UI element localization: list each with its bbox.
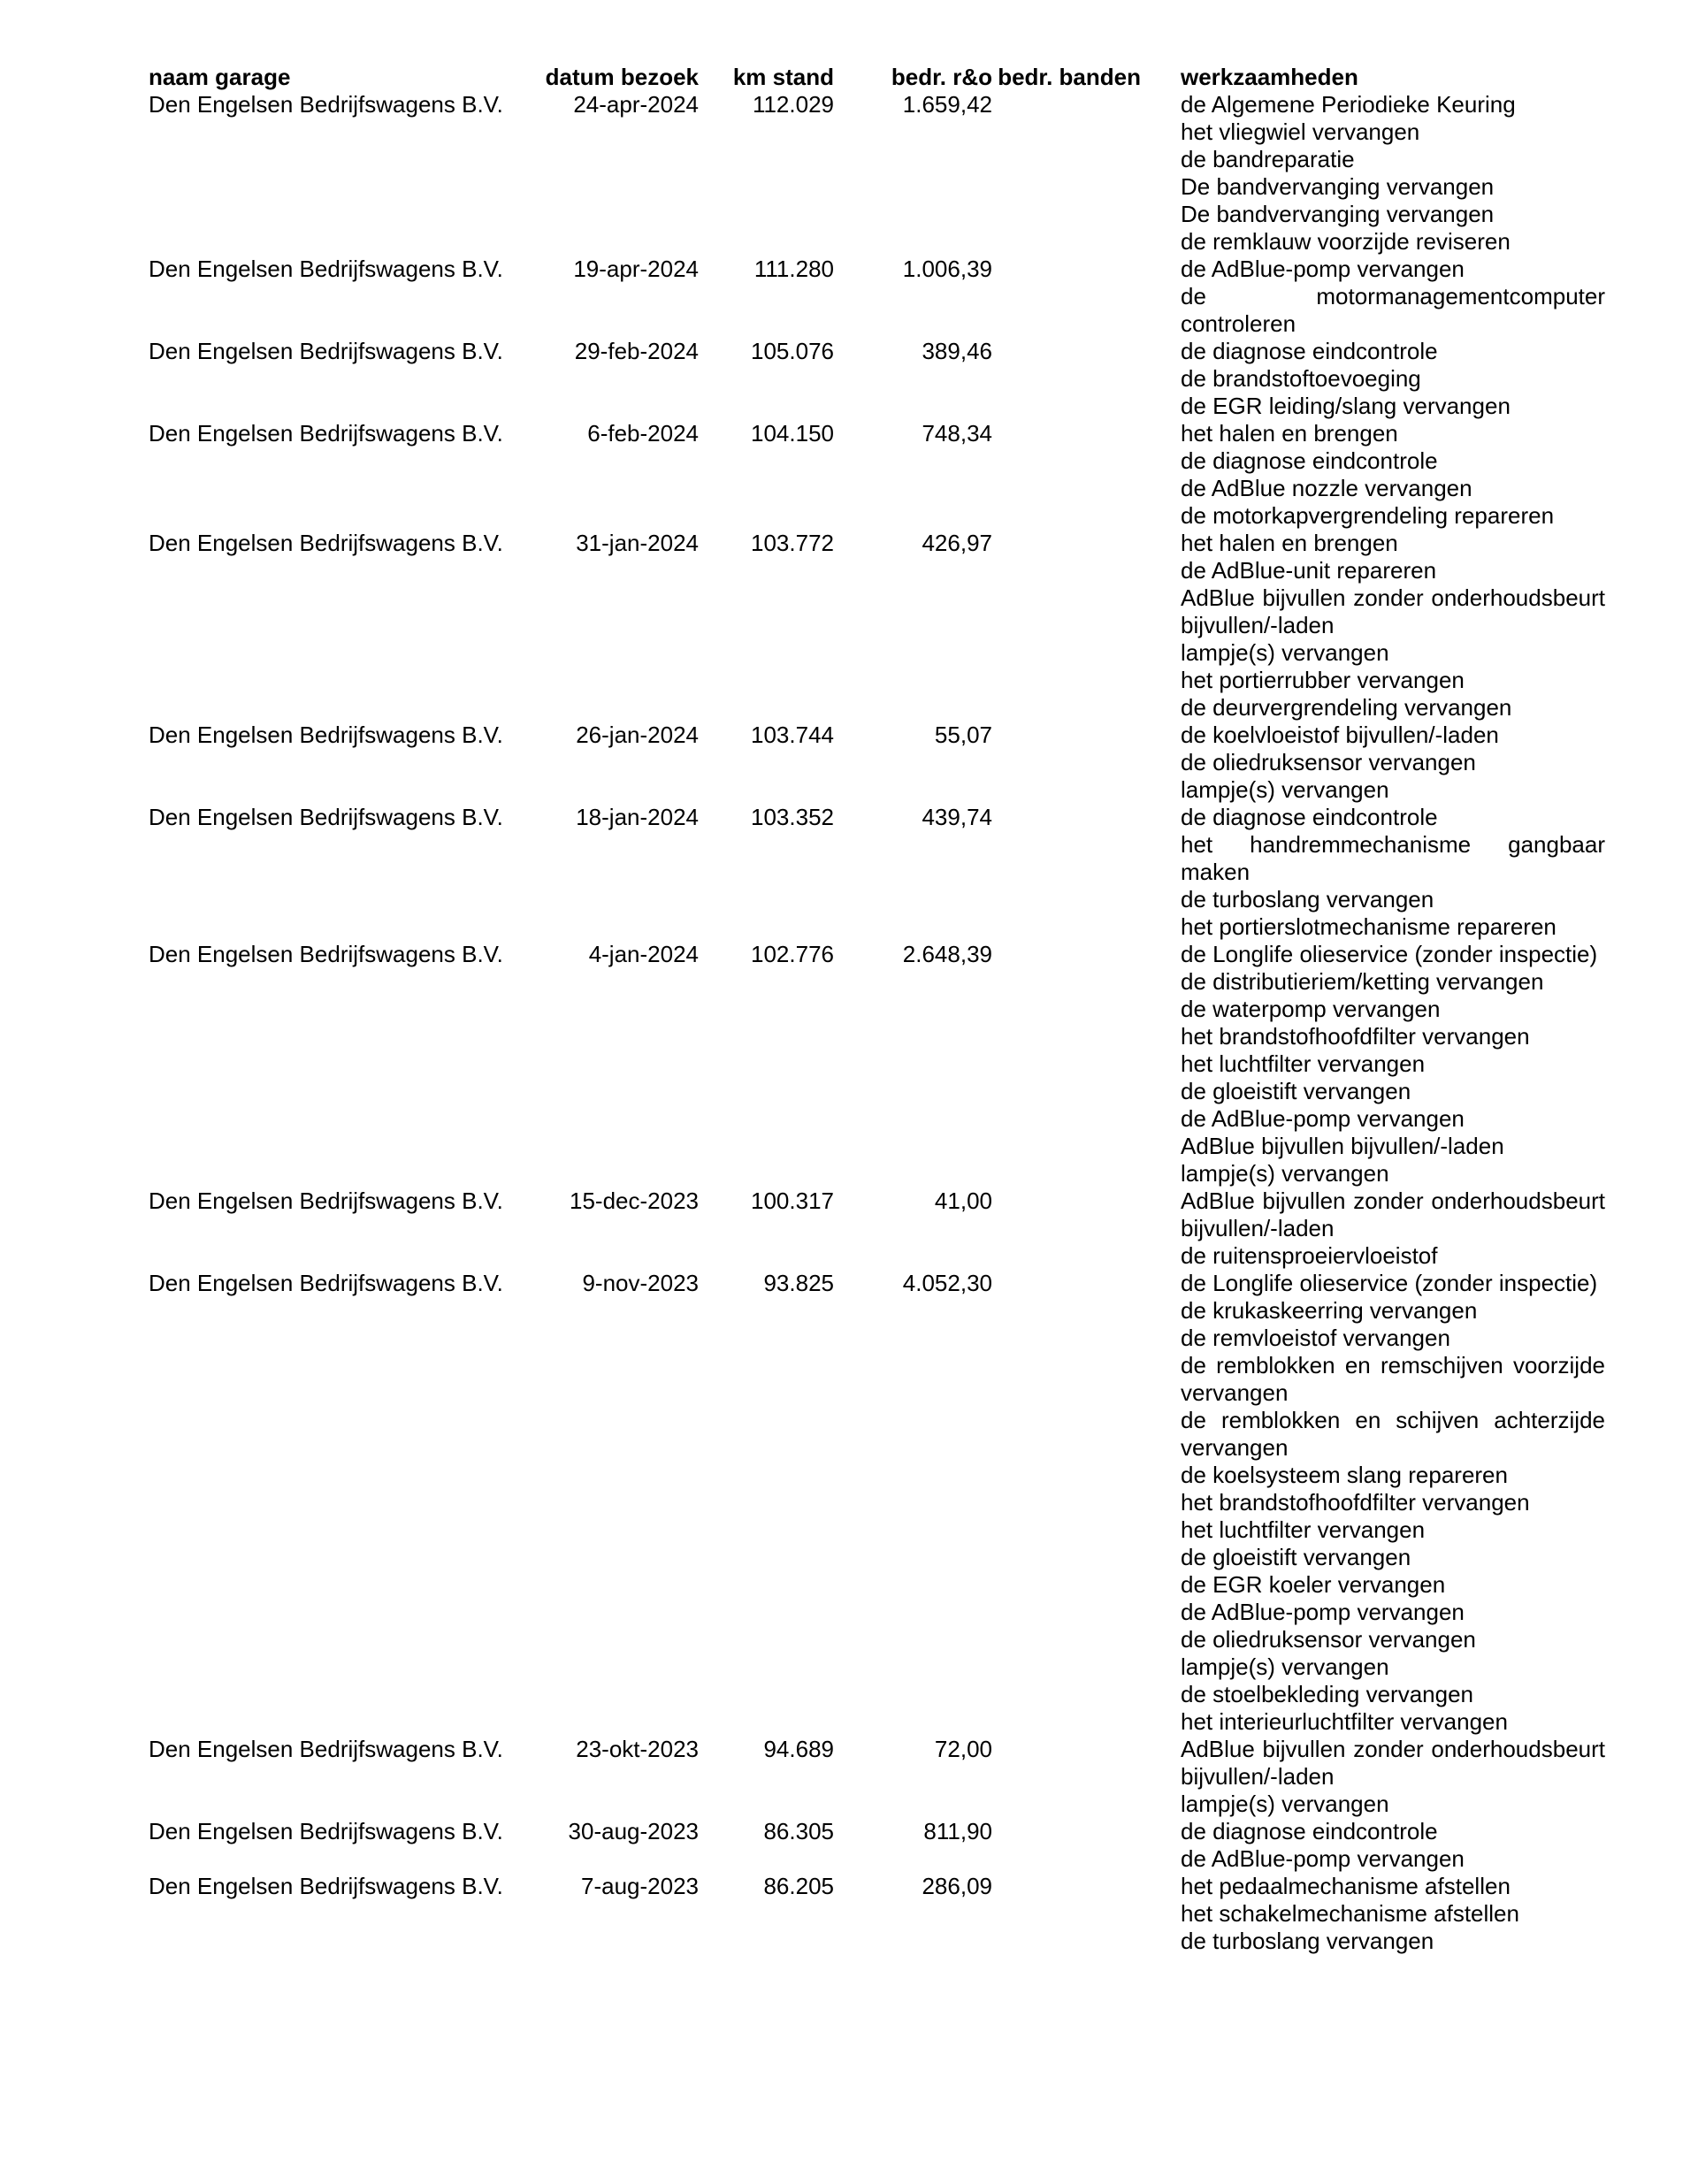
werkzaamheden-list	[1141, 256, 1605, 338]
cell-bedr-ro: 389,46	[922, 338, 992, 364]
werkzaamheden-list	[1141, 1873, 1605, 1955]
werkzaamheid-item: de AdBlue nozzle vervangen	[1181, 475, 1472, 501]
cell-km-stand: 103.744	[751, 722, 834, 748]
werkzaamheid-item: de turboslang vervangen	[1181, 886, 1434, 913]
header-km-stand: km stand	[732, 64, 834, 90]
cell-km-stand: 104.150	[751, 420, 834, 447]
header-werkzaamheden: werkzaamheden	[1181, 64, 1358, 90]
werkzaamheid-item: de AdBlue-pomp vervangen	[1181, 1845, 1465, 1872]
werkzaamheid-item: de koelsysteem slang repareren	[1181, 1462, 1508, 1488]
werkzaamheid-item: de motormanagementcomputer controleren	[1181, 283, 1605, 337]
cell-km-stand: 103.352	[751, 804, 834, 830]
werkzaamheid-item: de diagnose eindcontrole	[1181, 338, 1438, 364]
werkzaamheid-item: lampje(s) vervangen	[1181, 1791, 1389, 1817]
werkzaamheid-item: de oliedruksensor vervangen	[1181, 749, 1476, 775]
werkzaamheid-item: het vliegwiel vervangen	[1181, 118, 1420, 145]
werkzaamheid-item: het portierrubber vervangen	[1181, 667, 1465, 693]
cell-datum-bezoek: 23-okt-2023	[576, 1736, 699, 1762]
cell-bedr-ro: 748,34	[922, 420, 992, 447]
cell-datum-bezoek: 24-apr-2024	[573, 91, 699, 118]
werkzaamheid-item: de distributieriem/ketting vervangen	[1181, 968, 1544, 995]
table-row	[149, 1873, 1627, 1955]
cell-naam-garage: Den Engelsen Bedrijfswagens B.V.	[149, 941, 503, 967]
werkzaamheid-item: het brandstofhoofdfilter vervangen	[1181, 1489, 1530, 1516]
cell-naam-garage: Den Engelsen Bedrijfswagens B.V.	[149, 1187, 503, 1214]
cell-bedr-ro: 4.052,30	[902, 1270, 992, 1296]
werkzaamheid-item: de gloeistift vervangen	[1181, 1078, 1411, 1104]
werkzaamheden-list	[1141, 338, 1605, 420]
table-row	[149, 1270, 1627, 1736]
cell-naam-garage: Den Engelsen Bedrijfswagens B.V.	[149, 1873, 503, 1899]
werkzaamheid-item: lampje(s) vervangen	[1181, 1653, 1389, 1680]
cell-bedr-ro: 286,09	[922, 1873, 992, 1899]
werkzaamheid-item: de AdBlue-pomp vervangen	[1181, 1599, 1465, 1625]
header-datum-bezoek: datum bezoek	[545, 64, 699, 90]
cell-bedr-ro: 41,00	[934, 1187, 992, 1214]
cell-datum-bezoek: 4-jan-2024	[588, 941, 699, 967]
werkzaamheid-item: de stoelbekleding vervangen	[1181, 1681, 1474, 1707]
table-row	[149, 804, 1627, 941]
cell-bedr-ro: 426,97	[922, 530, 992, 556]
werkzaamheid-item: de remklauw voorzijde reviseren	[1181, 228, 1511, 255]
cell-km-stand: 93.825	[763, 1270, 834, 1296]
cell-km-stand: 112.029	[752, 91, 834, 118]
werkzaamheid-item: het handremmechanisme gangbaar maken	[1181, 831, 1605, 885]
cell-bedr-ro: 1.659,42	[902, 91, 992, 118]
werkzaamheden-list	[1141, 722, 1605, 804]
werkzaamheid-item: het portierslotmechanisme repareren	[1181, 913, 1556, 940]
werkzaamheid-item: de krukaskeerring vervangen	[1181, 1297, 1478, 1324]
table-row	[149, 530, 1627, 722]
cell-naam-garage: Den Engelsen Bedrijfswagens B.V.	[149, 530, 503, 556]
werkzaamheid-item: De bandvervanging vervangen	[1181, 201, 1495, 227]
cell-bedr-ro: 72,00	[934, 1736, 992, 1762]
werkzaamheid-item: het interieurluchtfilter vervangen	[1181, 1708, 1508, 1735]
werkzaamheid-item: de AdBlue-pomp vervangen	[1181, 1105, 1465, 1132]
table-row	[149, 256, 1627, 338]
werkzaamheid-item: de koelvloeistof bijvullen/-laden	[1181, 722, 1499, 748]
werkzaamheid-item: lampje(s) vervangen	[1181, 776, 1389, 803]
cell-naam-garage: Den Engelsen Bedrijfswagens B.V.	[149, 722, 503, 748]
werkzaamheden-list	[1141, 804, 1605, 941]
werkzaamheden-list	[1141, 1736, 1605, 1818]
werkzaamheden-list	[1141, 91, 1605, 256]
cell-datum-bezoek: 30-aug-2023	[568, 1818, 699, 1844]
table-row	[149, 338, 1627, 420]
werkzaamheid-item: de remblokken en schijven achterzijde vervangen	[1181, 1407, 1605, 1461]
werkzaamheden-list	[1141, 941, 1605, 1187]
werkzaamheid-item: AdBlue bijvullen bijvullen/-laden	[1181, 1133, 1504, 1159]
werkzaamheid-item: de diagnose eindcontrole	[1181, 804, 1438, 830]
cell-datum-bezoek: 26-jan-2024	[576, 722, 699, 748]
table-row	[149, 420, 1627, 530]
werkzaamheid-item: de motorkapvergrendeling repareren	[1181, 502, 1555, 529]
cell-naam-garage: Den Engelsen Bedrijfswagens B.V.	[149, 1270, 503, 1296]
header-bedr-ro: bedr. r&o	[891, 64, 992, 90]
table-header-row	[149, 64, 1627, 91]
cell-datum-bezoek: 7-aug-2023	[581, 1873, 699, 1899]
werkzaamheid-item: AdBlue bijvullen zonder onderhoudsbeurt bijvullen/-laden	[1181, 1187, 1605, 1241]
cell-naam-garage: Den Engelsen Bedrijfswagens B.V.	[149, 420, 503, 447]
header-naam-garage: naam garage	[149, 64, 291, 90]
werkzaamheid-item: de gloeistift vervangen	[1181, 1544, 1411, 1570]
werkzaamheid-item: de Algemene Periodieke Keuring	[1181, 91, 1516, 118]
werkzaamheden-list	[1141, 420, 1605, 530]
table-row	[149, 1187, 1627, 1270]
werkzaamheden-list	[1141, 1187, 1605, 1270]
werkzaamheid-item: de brandstoftoevoeging	[1181, 365, 1421, 392]
cell-km-stand: 102.776	[751, 941, 834, 967]
werkzaamheid-item: de EGR leiding/slang vervangen	[1181, 393, 1511, 419]
cell-datum-bezoek: 29-feb-2024	[574, 338, 699, 364]
cell-datum-bezoek: 15-dec-2023	[570, 1187, 699, 1214]
werkzaamheden-list	[1141, 1818, 1605, 1873]
cell-naam-garage: Den Engelsen Bedrijfswagens B.V.	[149, 91, 503, 118]
werkzaamheid-item: lampje(s) vervangen	[1181, 639, 1389, 666]
werkzaamheid-item: de deurvergrendeling vervangen	[1181, 694, 1512, 721]
cell-naam-garage: Den Engelsen Bedrijfswagens B.V.	[149, 338, 503, 364]
werkzaamheid-item: AdBlue bijvullen zonder onderhoudsbeurt bijvullen/-laden	[1181, 584, 1605, 638]
werkzaamheid-item: het pedaalmechanisme afstellen	[1181, 1873, 1511, 1899]
table-row	[149, 722, 1627, 804]
werkzaamheid-item: De bandvervanging vervangen	[1181, 173, 1495, 200]
cell-bedr-ro: 55,07	[934, 722, 992, 748]
werkzaamheid-item: de diagnose eindcontrole	[1181, 1818, 1438, 1844]
cell-bedr-ro: 2.648,39	[902, 941, 992, 967]
werkzaamheid-item: lampje(s) vervangen	[1181, 1160, 1389, 1187]
cell-bedr-ro: 811,90	[923, 1818, 992, 1844]
cell-datum-bezoek: 9-nov-2023	[582, 1270, 699, 1296]
werkzaamheid-item: de EGR koeler vervangen	[1181, 1571, 1446, 1598]
cell-km-stand: 86.205	[763, 1873, 834, 1899]
cell-km-stand: 86.305	[763, 1818, 834, 1844]
werkzaamheid-item: het luchtfilter vervangen	[1181, 1516, 1426, 1543]
header-bedr-banden: bedr. banden	[998, 64, 1141, 90]
werkzaamheid-item: het halen en brengen	[1181, 530, 1398, 556]
cell-naam-garage: Den Engelsen Bedrijfswagens B.V.	[149, 804, 503, 830]
cell-datum-bezoek: 19-apr-2024	[573, 256, 699, 282]
werkzaamheid-item: de ruitensproeiervloeistof	[1181, 1242, 1438, 1269]
werkzaamheid-item: de remblokken en remschijven voorzijde vervangen	[1181, 1352, 1605, 1406]
werkzaamheid-item: de waterpomp vervangen	[1181, 996, 1441, 1022]
werkzaamheid-item: de bandreparatie	[1181, 146, 1355, 172]
table-row	[149, 1736, 1627, 1818]
werkzaamheid-item: de Longlife olieservice (zonder inspectie)	[1181, 1270, 1598, 1296]
cell-km-stand: 105.076	[751, 338, 834, 364]
table-row	[149, 1818, 1627, 1873]
werkzaamheid-item: de Longlife olieservice (zonder inspectie)	[1181, 941, 1598, 967]
cell-naam-garage: Den Engelsen Bedrijfswagens B.V.	[149, 1736, 503, 1762]
table-row	[149, 941, 1627, 1187]
cell-naam-garage: Den Engelsen Bedrijfswagens B.V.	[149, 256, 503, 282]
cell-datum-bezoek: 6-feb-2024	[587, 420, 699, 447]
cell-datum-bezoek: 18-jan-2024	[576, 804, 699, 830]
werkzaamheid-item: het schakelmechanisme afstellen	[1181, 1900, 1519, 1927]
werkzaamheid-item: de AdBlue-unit repareren	[1181, 557, 1437, 584]
werkzaamheid-item: het brandstofhoofdfilter vervangen	[1181, 1023, 1530, 1050]
werkzaamheid-item: het luchtfilter vervangen	[1181, 1050, 1426, 1077]
cell-km-stand: 111.280	[753, 256, 834, 282]
maintenance-table-body	[149, 91, 1627, 1955]
cell-bedr-ro: 439,74	[922, 804, 992, 830]
maintenance-table	[149, 64, 1627, 1955]
cell-bedr-ro: 1.006,39	[902, 256, 992, 282]
werkzaamheid-item: de AdBlue-pomp vervangen	[1181, 256, 1465, 282]
werkzaamheid-item: AdBlue bijvullen zonder onderhoudsbeurt bijvullen/-laden	[1181, 1736, 1605, 1790]
cell-datum-bezoek: 31-jan-2024	[576, 530, 699, 556]
cell-km-stand: 94.689	[763, 1736, 834, 1762]
table-row	[149, 91, 1627, 256]
werkzaamheden-list	[1141, 1270, 1605, 1736]
werkzaamheid-item: de remvloeistof vervangen	[1181, 1325, 1450, 1351]
cell-naam-garage: Den Engelsen Bedrijfswagens B.V.	[149, 1818, 503, 1844]
werkzaamheden-list	[1141, 530, 1605, 722]
werkzaamheid-item: de oliedruksensor vervangen	[1181, 1626, 1476, 1653]
cell-km-stand: 100.317	[751, 1187, 834, 1214]
werkzaamheid-item: de diagnose eindcontrole	[1181, 447, 1438, 474]
werkzaamheid-item: de turboslang vervangen	[1181, 1928, 1434, 1954]
werkzaamheid-item: het halen en brengen	[1181, 420, 1398, 447]
cell-km-stand: 103.772	[751, 530, 834, 556]
